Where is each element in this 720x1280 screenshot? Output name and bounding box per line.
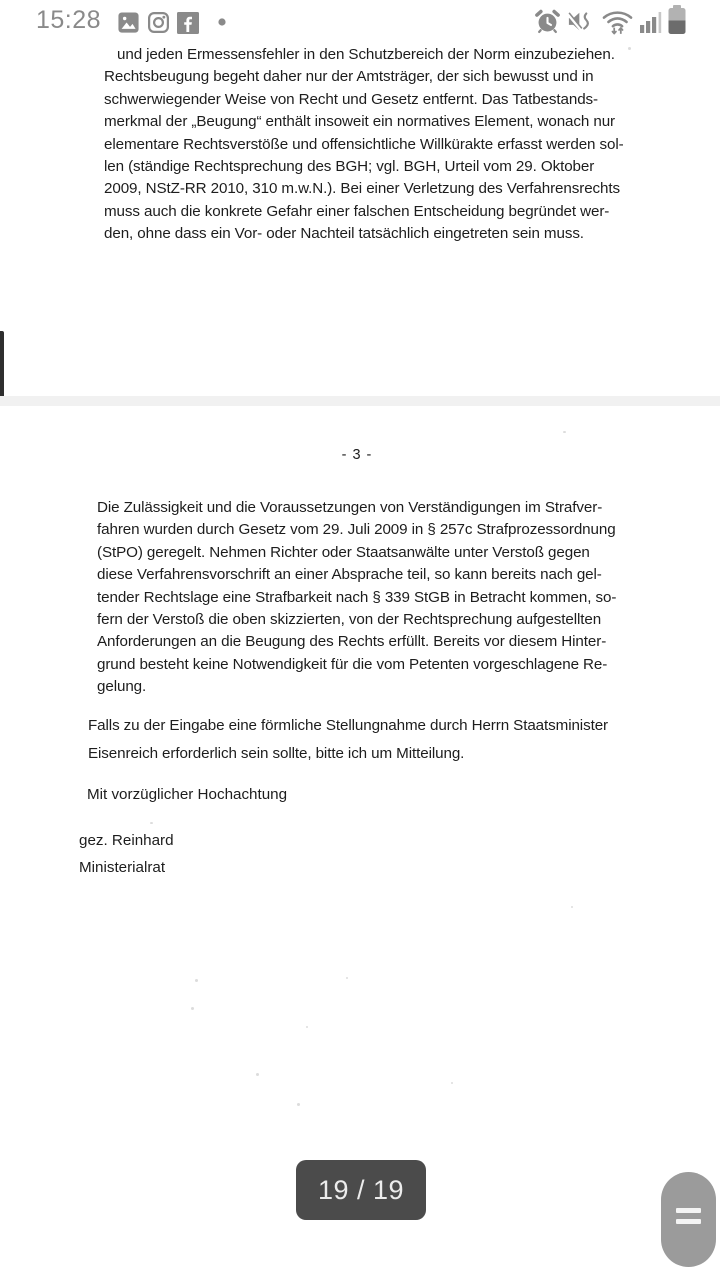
handle-grip-line <box>676 1219 701 1224</box>
handle-grip-line <box>676 1208 701 1213</box>
closing-paragraph <box>88 712 608 768</box>
text-line: tender Rechtslage eine Strafbarkeit nach § 339 StGB in Betracht kommen, so- <box>97 588 617 606</box>
page-indicator <box>296 1160 426 1220</box>
text-line: schwerwiegender Weise von Recht und Gesetz entfernt. Das Tatbestands- <box>104 90 598 108</box>
text-line: Rechtsbeugung begeht daher nur der Amtsträger, der sich bewusst und in <box>104 68 594 86</box>
text-line: diese Verfahrensvorschrift an einer Absprache teil, so kann bereits nach gel- <box>97 566 602 584</box>
text-line: muss auch die konkrete Gefahr einer falschen Entscheidung begründet wer- <box>104 202 610 220</box>
text-line: grund besteht keine Notwendigkeit für die vom Petenten vorgeschlagene Re- <box>97 655 608 673</box>
text-line: len (ständige Rechtsprechung des BGH; vgl. BGH, Urteil vom 29. Oktober <box>104 157 595 175</box>
signature-block <box>79 828 174 881</box>
text-line: den, ohne dass ein Vor- oder Nachteil tatsächlich eingetreten sein muss. <box>104 225 584 243</box>
signature-name: gez. Reinhard <box>79 832 174 849</box>
document-viewer[interactable] <box>0 42 720 1280</box>
mute-vibrate-icon <box>566 8 595 35</box>
page-separator <box>0 396 720 406</box>
facebook-icon <box>177 12 199 34</box>
gallery-icon <box>117 11 140 34</box>
text-line: Die Zulässigkeit und die Voraussetzungen von Verständigungen im Strafver- <box>97 499 603 516</box>
scroll-handle[interactable] <box>661 1172 716 1267</box>
alarm-icon <box>534 8 561 35</box>
text-line: gelung. <box>97 678 147 696</box>
salutation-line: Mit vorzüglicher Hochachtung <box>87 786 288 803</box>
text-line: (StPO) geregelt. Nehmen Richter oder Staatsanwälte unter Verstoß gegen <box>97 543 590 561</box>
signature-title: Ministerialrat <box>79 858 166 876</box>
signal-strength-icon <box>640 10 663 34</box>
battery-icon <box>667 5 687 35</box>
text-line: fern der Verstoß die oben skizzierten, von der Rechtsprechung aufgestellten <box>97 610 602 628</box>
text-line: fahren wurden durch Gesetz vom 29. Juli 2009 in § 257c Strafprozessordnung <box>97 521 616 539</box>
text-line: Eisenreich erforderlich sein sollte, bitte ich um Mitteilung. <box>88 745 465 762</box>
status-time: 15:28 <box>36 6 102 34</box>
page-indicator-label: 19 / 19 <box>317 1174 405 1205</box>
wifi-data-icon <box>601 7 634 37</box>
text-line: Anforderungen an die Beugung des Rechts erfüllt. Bereits vor diesem Hinter- <box>97 633 607 651</box>
paragraph-rechtsbeugung <box>104 44 624 246</box>
text-line: merkmal der „Beugung“ enthält insoweit ein normatives Element, wonach nur <box>104 113 616 131</box>
text-line: elementare Rechtsverstöße und offensichtliche Willkürakte erfasst werden sol- <box>104 135 624 153</box>
text-line: Falls zu der Eingabe eine förmliche Stellungnahme durch Herrn Staatsminister <box>88 717 609 734</box>
paragraph-zulaessigkeit <box>97 497 616 699</box>
instagram-icon <box>147 11 170 34</box>
scan-edge-artifact <box>0 331 4 405</box>
notification-dot-icon <box>218 18 226 26</box>
page-number-heading: - 3 - <box>341 447 373 463</box>
text-line: und jeden Ermessensfehler in den Schutzbereich der Norm einzubeziehen. <box>117 46 615 63</box>
text-line: 2009, NStZ-RR 2010, 310 m.w.N.). Bei einer Verletzung des Verfahrensrechts <box>104 180 620 198</box>
status-bar[interactable] <box>0 0 720 42</box>
